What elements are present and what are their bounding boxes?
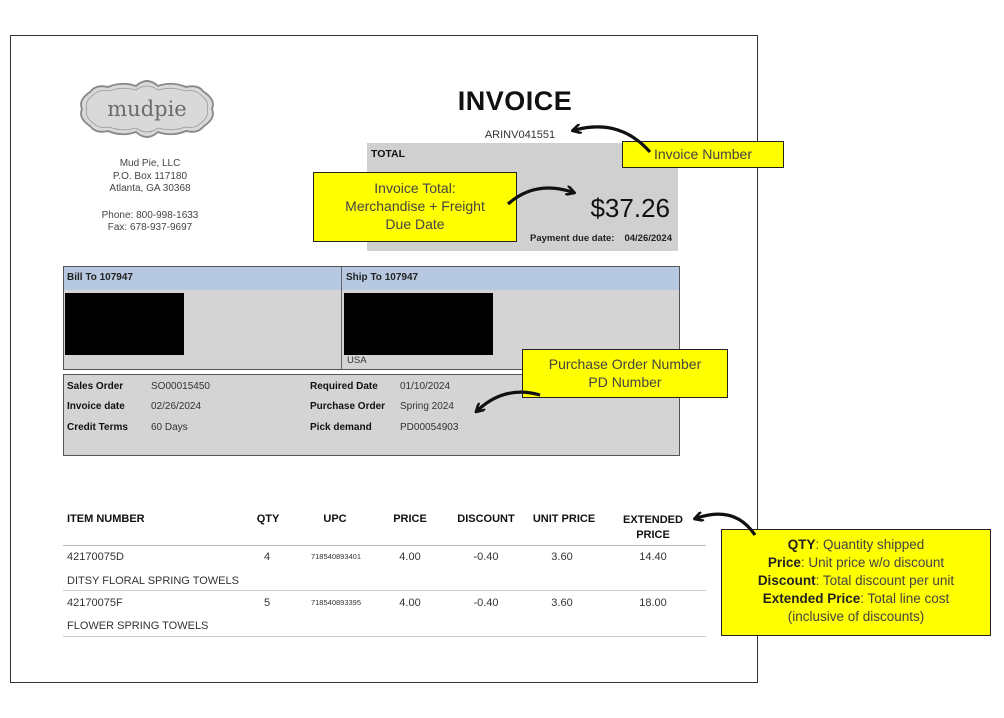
- col-upc: UPC: [323, 513, 347, 525]
- callout-po-line2: PD Number: [588, 374, 662, 390]
- credit-terms-value: 60 Days: [151, 422, 188, 433]
- credit-terms-label: Credit Terms: [67, 422, 128, 433]
- legend-extended-note: (inclusive of discounts): [787, 609, 925, 624]
- company-name: Mud Pie, LLC: [119, 158, 181, 169]
- ship-to-country: USA: [347, 355, 367, 366]
- row1-rule: [63, 590, 706, 591]
- mudpie-logo: [76, 78, 218, 140]
- callout-invoice-total: [313, 172, 517, 242]
- invoice-date-value: 02/26/2024: [151, 401, 202, 412]
- purchase-order-value: Spring 2024: [400, 401, 454, 412]
- sales-order-value: SO00015450: [151, 381, 210, 392]
- required-date-label: Required Date: [310, 381, 378, 392]
- col-extended-price: [615, 513, 691, 543]
- row1-discount: -0.40: [473, 551, 499, 563]
- row1-unit-price: 3.60: [551, 551, 573, 563]
- company-fax: Fax: 678-937-9697: [107, 222, 193, 233]
- callout-total-line1: Invoice Total:: [374, 180, 456, 196]
- row2-unit-price: 3.60: [551, 597, 573, 609]
- sales-order-label: Sales Order: [67, 381, 124, 392]
- col-extended-line1: EXTENDED: [623, 514, 683, 526]
- row2-price: 4.00: [399, 597, 421, 609]
- row1-price: 4.00: [399, 551, 421, 563]
- company-address-line2: Atlanta, GA 30368: [109, 183, 191, 194]
- row2-discount: -0.40: [473, 597, 499, 609]
- invoice-title: INVOICE: [457, 86, 573, 116]
- logo-text: mudpie: [107, 97, 187, 121]
- callout-purchase-order: [522, 349, 728, 398]
- legend-qty-term: QTY: [787, 537, 816, 552]
- payment-due-label: Payment due date:: [529, 233, 615, 244]
- callout-column-legend: [721, 529, 991, 636]
- company-address: [70, 158, 230, 235]
- callout-invoice-number: Invoice Number: [622, 141, 784, 168]
- legend-price-term: Price: [767, 555, 801, 570]
- invoice-number: ARINV041551: [484, 129, 556, 141]
- row1-qty: 4: [263, 551, 271, 563]
- legend-discount-term: Discount: [757, 573, 816, 588]
- legend-price-desc: : Unit price w/o discount: [800, 555, 945, 570]
- legend-discount-desc: : Total discount per unit: [815, 573, 955, 588]
- ship-to-label: Ship To 107947: [346, 272, 419, 283]
- col-extended-line2: PRICE: [636, 529, 670, 541]
- row2-extended: 18.00: [639, 597, 667, 609]
- table-header-rule: [63, 545, 706, 546]
- legend-extended-term: Extended Price: [762, 591, 861, 606]
- legend-qty-desc: : Quantity shipped: [815, 537, 925, 552]
- bill-to-redaction: [65, 293, 184, 355]
- total-label: TOTAL: [371, 148, 406, 160]
- col-item-number: ITEM NUMBER: [67, 513, 145, 525]
- pick-demand-label: Pick demand: [310, 422, 372, 433]
- col-price: PRICE: [393, 513, 427, 525]
- col-discount: DISCOUNT: [457, 513, 515, 525]
- row1-item-number: 42170075D: [67, 551, 124, 563]
- company-phone: Phone: 800-998-1633: [101, 209, 199, 221]
- row1-extended: 14.40: [639, 551, 667, 563]
- row2-rule: [63, 636, 706, 637]
- col-unit-price: UNIT PRICE: [532, 513, 596, 525]
- row2-upc: 718540893395: [310, 598, 362, 607]
- row1-description: DITSY FLORAL SPRING TOWELS: [67, 575, 239, 587]
- pick-demand-value: PD00054903: [400, 422, 459, 433]
- callout-total-line3: Due Date: [385, 216, 445, 232]
- bill-ship-divider: [341, 267, 342, 369]
- row2-description: FLOWER SPRING TOWELS: [67, 620, 209, 632]
- total-amount: $37.26: [590, 193, 670, 223]
- callout-po-line1: Purchase Order Number: [548, 356, 702, 372]
- required-date-value: 01/10/2024: [400, 381, 451, 392]
- row2-qty: 5: [263, 597, 271, 609]
- row1-upc: 718540893401: [310, 552, 362, 561]
- callout-total-line2: Merchandise + Freight: [345, 198, 485, 214]
- invoice-date-label: Invoice date: [67, 401, 125, 412]
- ship-to-redaction: [344, 293, 493, 355]
- company-address-line1: P.O. Box 117180: [112, 170, 188, 182]
- col-qty: QTY: [256, 513, 280, 525]
- purchase-order-label: Purchase Order: [310, 401, 386, 412]
- payment-due-date: 04/26/2024: [624, 233, 672, 244]
- row2-item-number: 42170075F: [67, 597, 123, 609]
- bill-to-label: Bill To 107947: [67, 272, 133, 283]
- legend-extended-desc: : Total line cost: [860, 591, 950, 606]
